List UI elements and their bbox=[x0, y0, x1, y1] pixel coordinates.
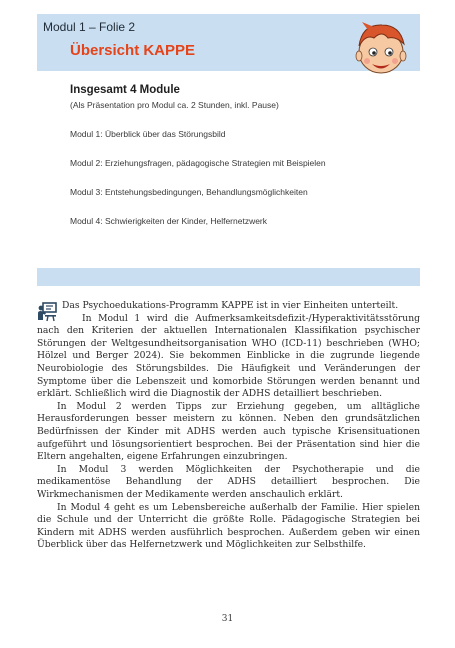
slide-frame bbox=[37, 14, 420, 286]
module-item: Modul 2: Erziehungsfragen, pädagogische Strategien mit Beispielen bbox=[70, 158, 326, 168]
presenter-icon bbox=[37, 302, 57, 322]
module-item: Modul 3: Entstehungsbedingungen, Behandlungsmöglichkeiten bbox=[70, 187, 308, 197]
page-number: 31 bbox=[221, 614, 234, 624]
slide-body bbox=[70, 84, 400, 245]
paragraph: In Modul 3 werden Möglichkeiten der Psychotherapie und die medikamentöse Behandlung der ADHS detailliert besprochen. Die Wirkmechanismen der Medikamente werden anschaulich erklärt. bbox=[37, 463, 420, 500]
slide-header-band bbox=[37, 14, 420, 71]
paragraph: In Modul 2 werden Tipps zur Erziehung gegeben, um alltägliche Herausforderungen besser meistern zu können. Neben den grundsätzlichen Bedürfnissen der Kinder mit ADHS werden auch typische Krisensituationen aufgeführt und lösungsorientiert besprochen. Bei der Präsentation sind hier die Eltern angehalten, eigene Erfahrungen einzubringen. bbox=[37, 400, 420, 463]
slide-kicker: Modul 1 – Folie 2 bbox=[43, 20, 136, 34]
cartoon-boy-mascot-icon bbox=[348, 16, 414, 82]
paragraph: In Modul 4 geht es um Lebensbereiche außerhalb der Familie. Hier spielen die Schule und der Unterricht die größte Rolle. Pädagogische Strategien bei Kindern mit ADHS werden ausführlich besprochen. Außerdem geben wir einen Überblick über das Helfernetzwerk und Möglichkeiten zur Selbsthilfe. bbox=[37, 501, 420, 551]
slide-footer-band bbox=[37, 268, 420, 286]
body-text bbox=[37, 300, 420, 552]
paragraph: Das Psychoedukations-Programm KAPPE ist in vier Einheiten unterteilt. bbox=[62, 300, 399, 311]
slide-body-note: (Als Präsentation pro Modul ca. 2 Stunden, inkl. Pause) bbox=[70, 100, 279, 110]
slide-title: Übersicht KAPPE bbox=[70, 42, 196, 59]
paragraph: In Modul 1 wird die Aufmerksamkeitsdefizit-/Hyperaktivitätsstörung nach den Kriterien der aktuellen Internationalen Klassifikation psychischer Störungen der Weltgesundheitsorganisation WHO (ICD-11) beschrieben (WHO; Hölzel und Berger 2024). Sie bekommen Einblicke in die zugrunde liegende Neurobiologie des Störungsbildes. Die Häufigkeit und Veränderungen der Symptome über die Lebenszeit und komorbide Störungen werden benannt und erklärt. Schließlich wird die Diagnostik der ADHS detailliert beschrieben. bbox=[37, 312, 420, 400]
slide-body-heading: Insgesamt 4 Module bbox=[70, 84, 180, 96]
module-item: Modul 1: Überblick über das Störungsbild bbox=[70, 129, 226, 139]
module-item: Modul 4: Schwierigkeiten der Kinder, Helfernetzwerk bbox=[70, 216, 268, 226]
